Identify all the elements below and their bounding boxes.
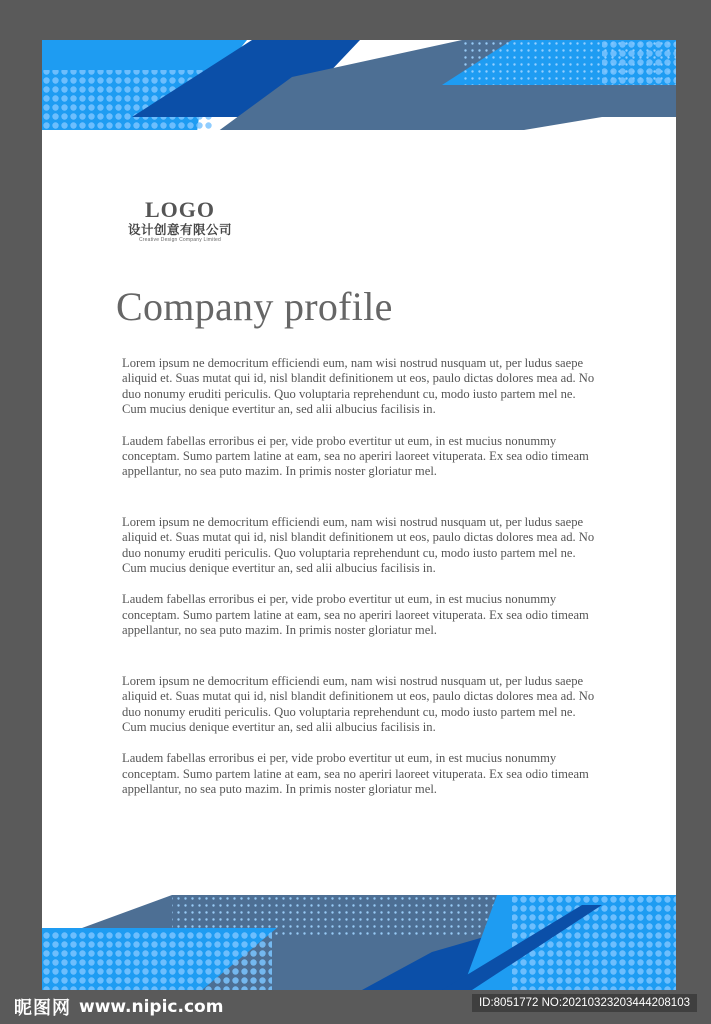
- logo-title: LOGO: [144, 197, 215, 222]
- letterhead-page: [42, 40, 676, 990]
- paragraph: Laudem fabellas erroribus ei per, vide probo evertitur ut eum, in est mucius nonummy conceptam. Sumo partem latine at eam, sea no aperiri laoreet vituperata. Ex sea odio timeam appellantur, no sea puto mazim. In primis noster gloriatur mel.: [122, 592, 589, 638]
- watermark-brand-url[interactable]: www.nipic.com: [79, 997, 224, 1017]
- paragraph: Lorem ipsum ne democritum efficiendi eum, nam wisi nostrud nusquam ut, per ludus saepe aliquid et. Suas mutat qui id, nisl blandit definitionem ut eos, paulo dictas dolores mea ad. No duo nonumy eruditi periculis. Quo voluptaria reprehendunt cu, modo iusto partem mel ne. Cum mucius denique evertitur an, sed alii albucius facilisis in.: [122, 673, 595, 734]
- logo-company-name: 设计创意有限公司: [127, 222, 232, 237]
- paragraph: Lorem ipsum ne democritum efficiendi eum, nam wisi nostrud nusquam ut, per ludus saepe aliquid et. Suas mutat qui id, nisl blandit definitionem ut eos, paulo dictas dolores mea ad. No duo nonumy eruditi periculis. Quo voluptaria reprehendunt cu, modo iusto partem mel ne. Cum mucius denique evertitur an, sed alii albucius facilisis in.: [122, 356, 595, 417]
- footer-decoration: [42, 895, 676, 990]
- page-title: Company profile: [116, 284, 393, 329]
- paragraph: Lorem ipsum ne democritum efficiendi eum, nam wisi nostrud nusquam ut, per ludus saepe aliquid et. Suas mutat qui id, nisl blandit definitionem ut eos, paulo dictas dolores mea ad. No duo nonumy eruditi periculis. Quo voluptaria reprehendunt cu, modo iusto partem mel ne. Cum mucius denique evertitur an, sed alii albucius facilisis in.: [122, 514, 595, 576]
- header-graphic: [42, 40, 676, 130]
- watermark-brand: [14, 994, 223, 1020]
- paragraph: Laudem fabellas erroribus ei per, vide probo evertitur ut eum, in est mucius nonummy conceptam. Sumo partem latine at eam, sea no aperiri laoreet vituperata. Ex sea odio timeam appellantur, no sea puto mazim. In primis noster gloriatur mel.: [122, 433, 589, 479]
- document-body: [122, 356, 602, 798]
- watermark-id: ID:8051772 NO:20210323203444208103: [472, 994, 697, 1012]
- watermark-brand-cn: 昵图网: [14, 998, 71, 1019]
- header-decoration: [42, 40, 676, 130]
- company-logo: [120, 198, 240, 244]
- logo-tagline: Creative Design Company Limited: [138, 237, 222, 243]
- footer-graphic: [42, 895, 676, 990]
- paragraph: Laudem fabellas erroribus ei per, vide probo evertitur ut eum, in est mucius nonummy conceptam. Sumo partem latine at eam, sea no aperiri laoreet vituperata. Ex sea odio timeam appellantur, no sea puto mazim. In primis noster gloriatur mel.: [122, 751, 589, 797]
